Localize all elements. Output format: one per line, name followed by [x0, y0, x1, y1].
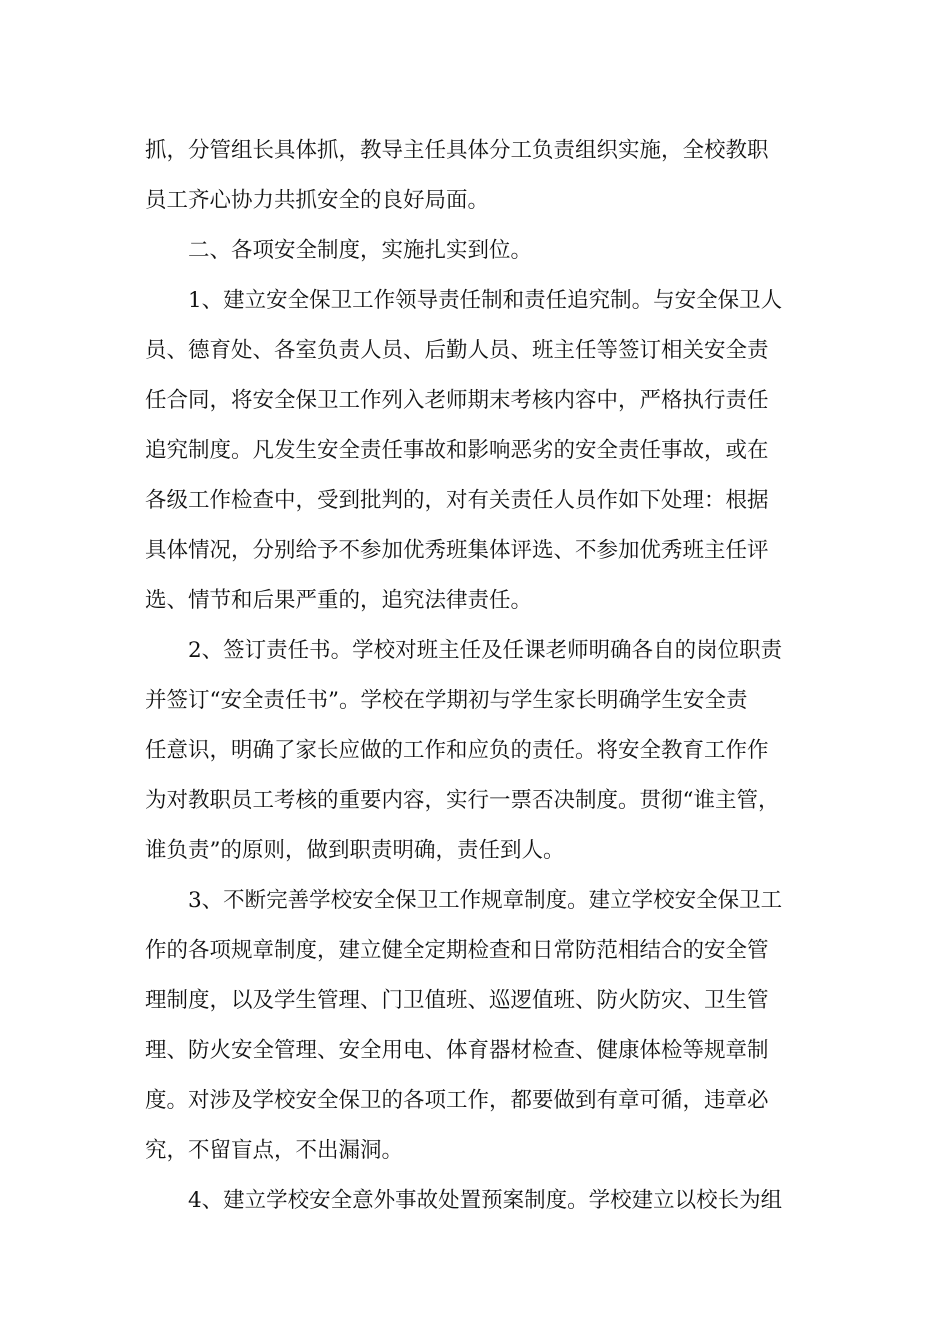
text-line: 2、签订责任书。学校对班主任及任课老师明确各自的岗位职责 [188, 638, 783, 663]
text-line: 员工齐心协力共抓安全的良好局面。 [145, 188, 490, 213]
text-line: 任意识，明确了家长应做的工作和应负的责任。将安全教育工作作 [145, 738, 769, 763]
section-heading: 二、各项安全制度，实施扎实到位。 [188, 238, 533, 263]
text-line: 并签订“安全责任书”。学校在学期初与学生家长明确学生安全责 [145, 688, 748, 713]
text-line: 作的各项规章制度，建立健全定期检查和日常防范相结合的安全管 [145, 938, 769, 963]
text-line: 4、建立学校安全意外事故处置预案制度。学校建立以校长为组 [188, 1188, 783, 1213]
text-line: 度。对涉及学校安全保卫的各项工作，都要做到有章可循，违章必 [145, 1088, 769, 1113]
text-line: 3、不断完善学校安全保卫工作规章制度。建立学校安全保卫工 [188, 888, 783, 913]
text-line: 追究制度。凡发生安全责任事故和影响恶劣的安全责任事故，或在 [145, 438, 769, 463]
text-line: 任合同，将安全保卫工作列入老师期末考核内容中，严格执行责任 [145, 388, 769, 413]
text-line: 理制度，以及学生管理、门卫值班、巡逻值班、防火防灾、卫生管 [145, 988, 769, 1013]
text-line: 抓，分管组长具体抓，教导主任具体分工负责组织实施，全校教职 [145, 138, 769, 163]
text-line: 选、情节和后果严重的，追究法律责任。 [145, 588, 533, 613]
text-line: 1、建立安全保卫工作领导责任制和责任追究制。与安全保卫人 [188, 288, 783, 313]
text-line: 究，不留盲点，不出漏洞。 [145, 1138, 404, 1163]
text-line: 各级工作检查中，受到批判的，对有关责任人员作如下处理：根据 [145, 488, 769, 513]
text-line: 理、防火安全管理、安全用电、体育器材检查、健康体检等规章制 [145, 1038, 769, 1063]
text-line: 为对教职员工考核的重要内容，实行一票否决制度。贯彻“谁主管， [145, 788, 780, 813]
text-line: 具体情况，分别给予不参加优秀班集体评选、不参加优秀班主任评 [145, 538, 769, 563]
text-line: 谁负责”的原则，做到职责明确，责任到人。 [145, 838, 565, 863]
text-line: 员、德育处、各室负责人员、后勤人员、班主任等签订相关安全责 [145, 338, 769, 363]
document-body [145, 126, 813, 1226]
